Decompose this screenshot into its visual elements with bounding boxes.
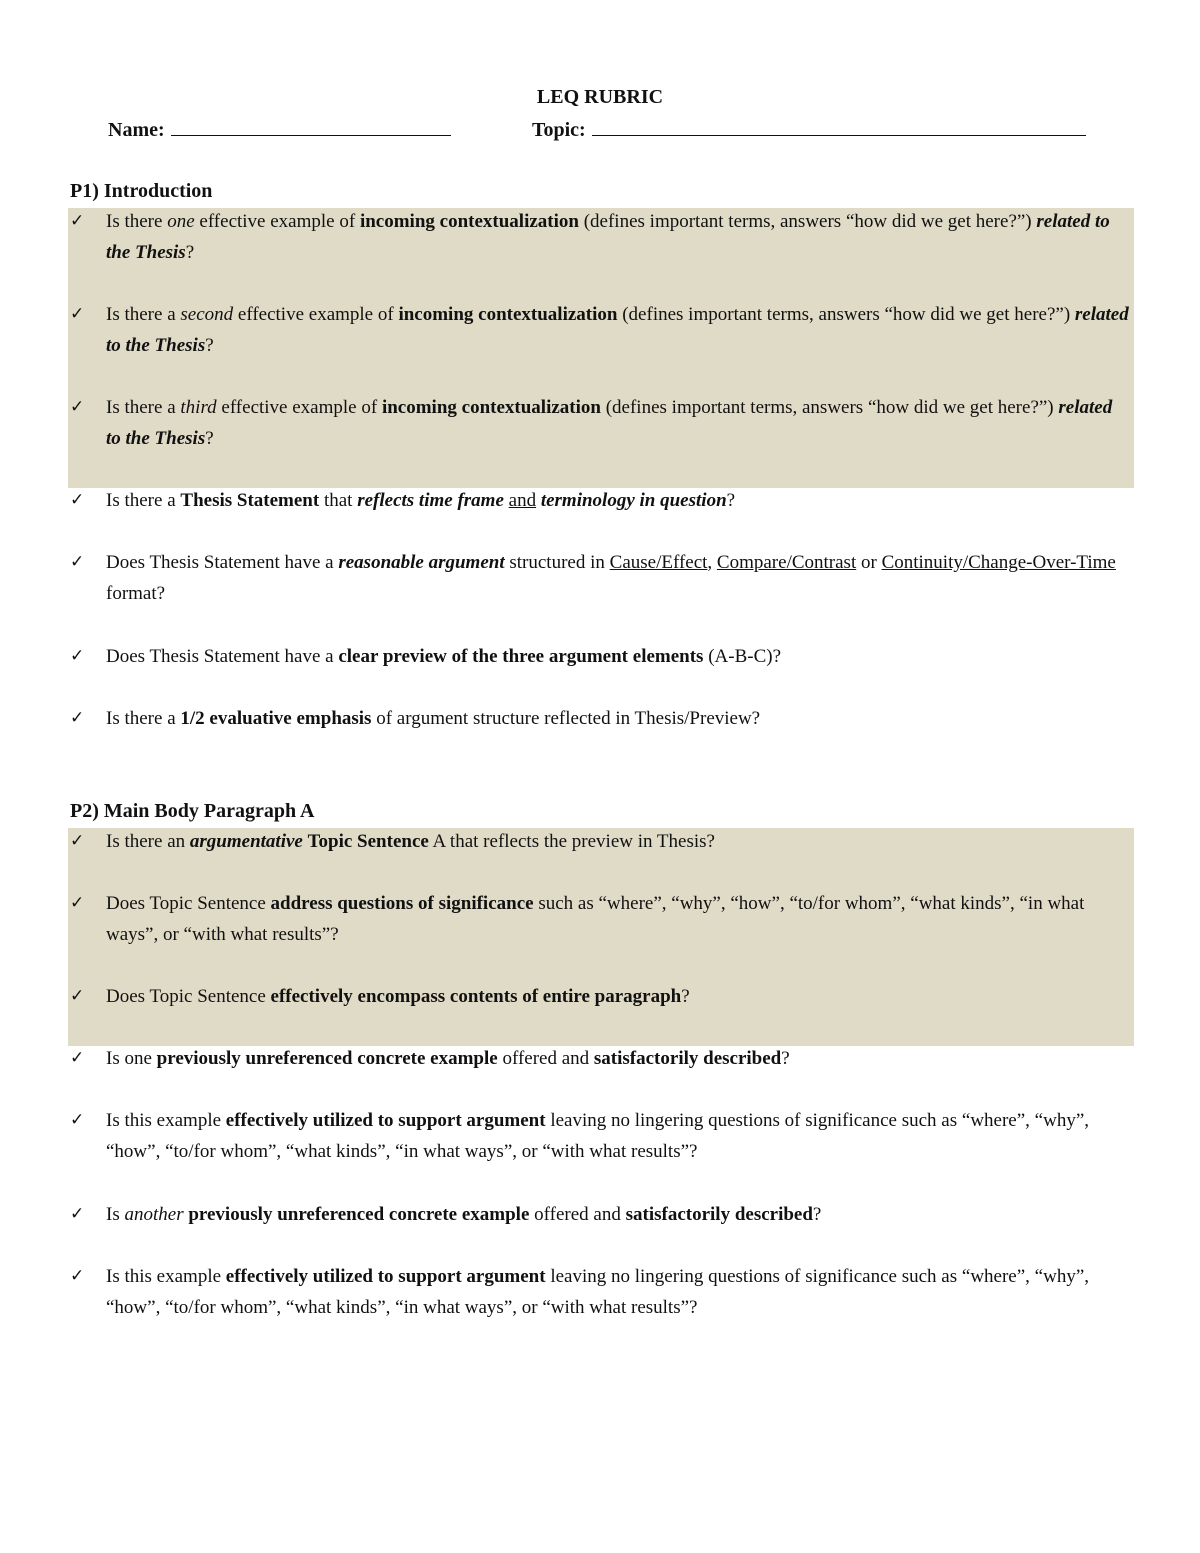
checkmark-icon: ✓ [70, 397, 85, 417]
checkmark-icon: ✓ [70, 1048, 85, 1068]
checkmark-icon: ✓ [70, 211, 85, 231]
rubric-item-text: Is one previously unreferenced concrete example offered and satisfactorily described? [106, 1048, 790, 1069]
checkmark-icon: ✓ [70, 646, 85, 666]
checkmark-icon: ✓ [70, 1266, 85, 1286]
checkmark-icon: ✓ [70, 490, 85, 510]
rubric-item-text: Does Thesis Statement have a clear preview of the three argument elements (A-B-C)? [106, 646, 782, 667]
rubric-item-text: Does Topic Sentence effectively encompass contents of entire paragraph? [106, 986, 690, 1007]
topic-blank-line[interactable] [592, 113, 1086, 136]
rubric-item [70, 826, 1130, 857]
checkmark-icon: ✓ [70, 708, 85, 728]
section-heading-introduction: P1) Introduction [70, 180, 213, 202]
rubric-item [70, 641, 1130, 672]
rubric-item-text: Is there an argumentative Topic Sentence A that reflects the preview in Thesis? [106, 831, 715, 852]
name-blank-line[interactable] [171, 113, 451, 136]
checkmark-icon: ✓ [70, 1204, 85, 1224]
checkmark-icon: ✓ [70, 1110, 85, 1130]
checkmark-icon: ✓ [70, 893, 85, 913]
rubric-item [70, 1043, 1130, 1074]
rubric-item-text: Does Topic Sentence address questions of significance such as “where”, “why”, “how”, “to/for whom”, “what kinds”, “in what ways”, or “with what results”? [106, 893, 1085, 945]
rubric-item [70, 299, 1130, 361]
rubric-item [70, 1199, 1130, 1230]
rubric-item [70, 547, 1130, 609]
topic-label: Topic: [532, 119, 586, 141]
rubric-item-text: Is there a 1/2 evaluative emphasis of argument structure reflected in Thesis/Preview? [106, 708, 761, 729]
name-label: Name: [108, 119, 165, 141]
section-heading-main-body-a: P2) Main Body Paragraph A [70, 800, 315, 822]
rubric-item-text: Is there one effective example of incoming contextualization (defines important terms, answers “how did we get here?”) related to the Thesis? [106, 211, 1110, 263]
topic-field[interactable] [532, 113, 1086, 144]
checkmark-icon: ✓ [70, 304, 85, 324]
rubric-item-text: Is there a Thesis Statement that reflects time frame and terminology in question? [106, 490, 736, 511]
rubric-item-text: Is there a second effective example of incoming contextualization (defines important terms, answers “how did we get here?”) related to the Thesis? [106, 304, 1129, 356]
rubric-item [70, 981, 1130, 1012]
rubric-item-text: Is another previously unreferenced concrete example offered and satisfactorily described? [106, 1204, 822, 1225]
rubric-item-text: Is this example effectively utilized to support argument leaving no lingering questions of significance such as “where”, “why”, “how”, “to/for whom”, “what kinds”, “in what ways”, or “with what results”? [106, 1266, 1090, 1318]
rubric-item [70, 888, 1130, 950]
checkmark-icon: ✓ [70, 831, 85, 851]
checkmark-icon: ✓ [70, 552, 85, 572]
checkmark-icon: ✓ [70, 986, 85, 1006]
page-title: LEQ RUBRIC [536, 86, 664, 108]
rubric-item-text: Does Thesis Statement have a reasonable argument structured in Cause/Effect, Compare/Contrast or Continuity/Change-Over-Time format? [106, 552, 1116, 604]
name-field[interactable] [108, 113, 451, 144]
rubric-item [70, 206, 1130, 268]
rubric-item [70, 1261, 1130, 1323]
rubric-item [70, 392, 1130, 454]
rubric-item-text: Is this example effectively utilized to support argument leaving no lingering questions of significance such as “where”, “why”, “how”, “to/for whom”, “what kinds”, “in what ways”, or “with what results”? [106, 1110, 1090, 1162]
rubric-item [70, 703, 1130, 734]
rubric-item [70, 1105, 1130, 1167]
rubric-item [70, 485, 1130, 516]
rubric-item-text: Is there a third effective example of incoming contextualization (defines important terms, answers “how did we get here?”) related to the Thesis? [106, 397, 1113, 449]
